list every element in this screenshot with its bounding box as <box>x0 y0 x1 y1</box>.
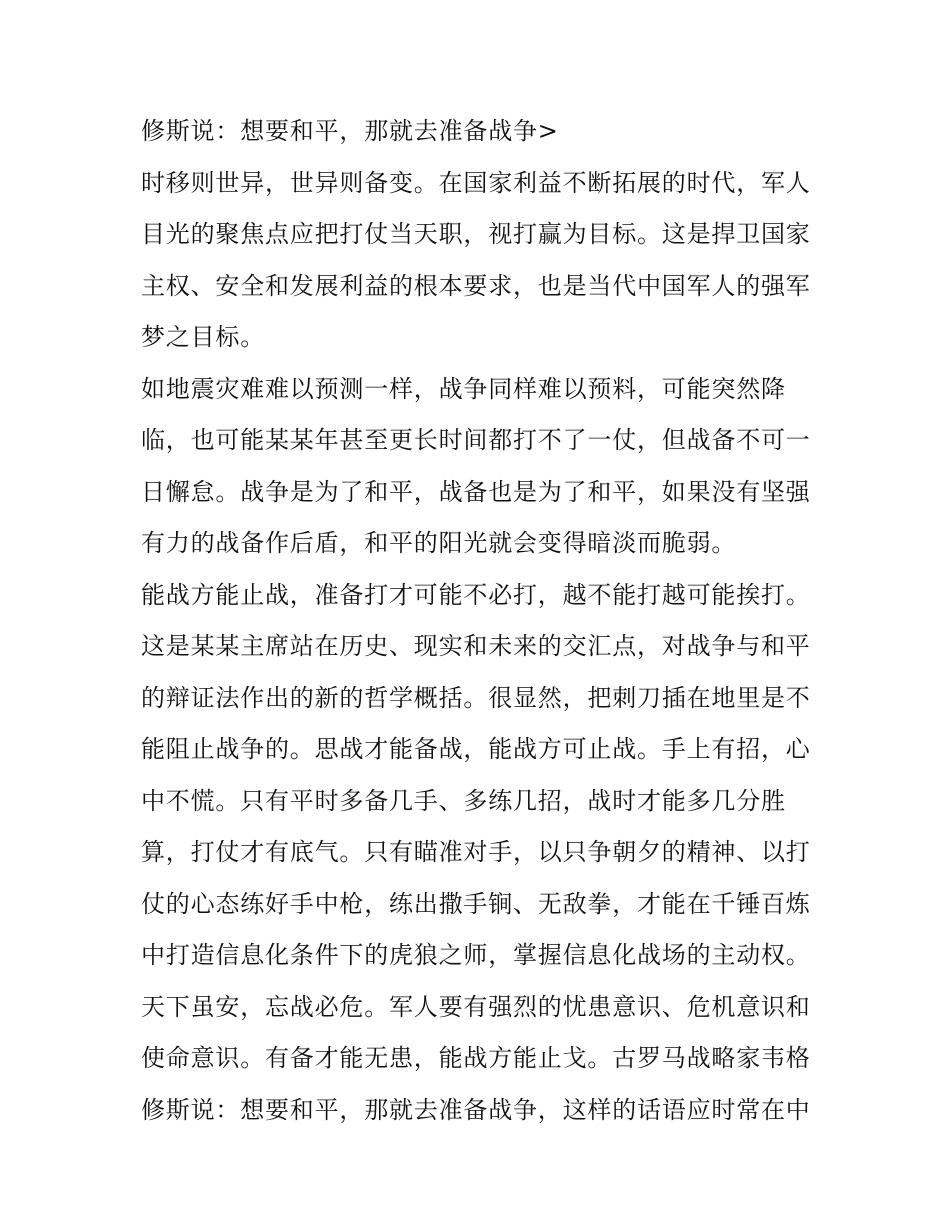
text-line-10: 能战方能止战，准备打才可能不必打，越不能打越可能挨打。 <box>141 580 811 609</box>
text-line-20: 修斯说：想要和平，那就去准备战争，这样的话语应时常在中 <box>141 1095 811 1124</box>
text-line-5: 梦之目标。 <box>141 323 265 351</box>
text-line-16: 仗的心态练好手中枪，练出撒手锏、无敌拳，才能在千锤百炼 <box>141 889 811 918</box>
text-line-3: 目光的聚焦点应把打仗当天职，视打赢为目标。这是捍卫国家 <box>141 220 811 248</box>
text-line-15: 算，打仗才有底气。只有瞄准对手，以只争朝夕的精神、以打 <box>141 838 811 866</box>
document-body <box>141 110 821 1140</box>
text-line-19: 使命意识。有备才能无患，能战方能止戈。古罗马战略家韦格 <box>141 1044 811 1072</box>
text-line-8: 日懈怠。战争是为了和平，战备也是为了和平，如果没有坚强 <box>141 477 811 506</box>
text-line-6: 如地震灾难难以预测一样，战争同样难以预料，可能突然降 <box>141 374 786 403</box>
text-line-12: 的辩证法作出的新的哲学概括。很显然，把刺刀插在地里是不 <box>141 683 811 712</box>
text-line-13: 能阻止战争的。思战才能备战，能战方可止战。手上有招，心 <box>141 735 811 763</box>
text-line-4: 主权、安全和发展利益的根本要求，也是当代中国军人的强军 <box>141 271 811 300</box>
text-line-1: 修斯说：想要和平，那就去准备战争> <box>141 117 559 145</box>
text-line-18: 天下虽安，忘战必危。军人要有强烈的忧患意识、危机意识和 <box>141 992 811 1021</box>
text-line-2: 时移则世异，世异则备变。在国家利益不断拓展的时代，军人 <box>141 168 811 197</box>
text-line-14: 中不慌。只有平时多备几手、多练几招，战时才能多几分胜 <box>141 786 786 815</box>
text-line-7: 临，也可能某某年甚至更长时间都打不了一仗，但战备不可一 <box>141 426 811 454</box>
text-line-17: 中打造信息化条件下的虎狼之师，掌握信息化战场的主动权。 <box>141 941 811 969</box>
text-line-11: 这是某某主席站在历史、现实和未来的交汇点，对战争与和平 <box>141 632 811 660</box>
text-line-9: 有力的战备作后盾，和平的阳光就会变得暗淡而脆弱。 <box>141 529 737 557</box>
